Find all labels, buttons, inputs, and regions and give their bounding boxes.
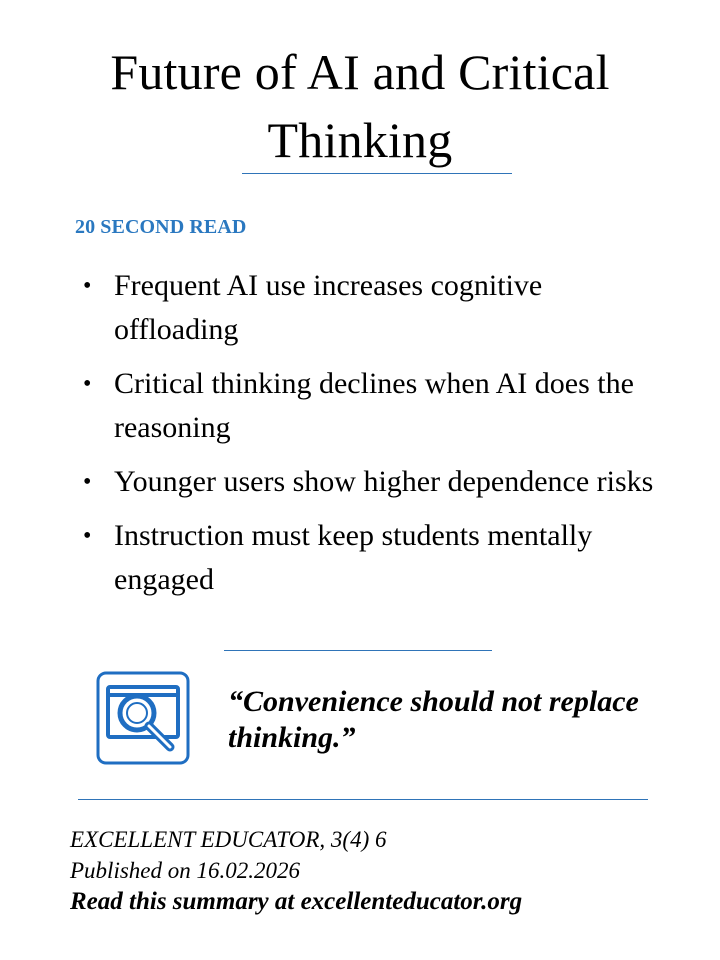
list-item: [83, 362, 663, 450]
list-item-text: Younger users show higher dependence risks: [114, 465, 654, 498]
bullet-icon: •: [83, 523, 92, 549]
publication-date: Published on 16.02.2026: [70, 858, 300, 883]
list-item-text: Instruction must keep students mentally engaged: [114, 519, 593, 596]
bullet-icon: •: [83, 371, 92, 397]
list-item-text: Critical thinking declines when AI does the reasoning: [114, 367, 634, 444]
list-item: [83, 514, 663, 602]
bullet-icon: •: [83, 273, 92, 299]
key-points-list: [83, 264, 663, 612]
bullet-icon: •: [83, 469, 92, 495]
list-item: [83, 264, 663, 352]
read-time-label: 20 SECOND READ: [75, 216, 247, 238]
list-item-text: Frequent AI use increases cognitive offloading: [114, 269, 543, 346]
quote-divider: [78, 799, 648, 800]
pull-quote: “Convenience should not replace thinking.”: [228, 685, 639, 754]
title-divider: [242, 173, 512, 174]
list-divider: [224, 650, 492, 651]
journal-reference: EXCELLENT EDUCATOR, 3(4) 6: [70, 827, 387, 852]
page-title: Future of AI and Critical Thinking: [110, 44, 610, 168]
summary-link[interactable]: Read this summary at excellenteducator.org: [70, 888, 523, 915]
magnifying-glass-screen-icon: [96, 671, 190, 765]
list-item: [83, 460, 663, 504]
citation-block: [70, 824, 690, 917]
